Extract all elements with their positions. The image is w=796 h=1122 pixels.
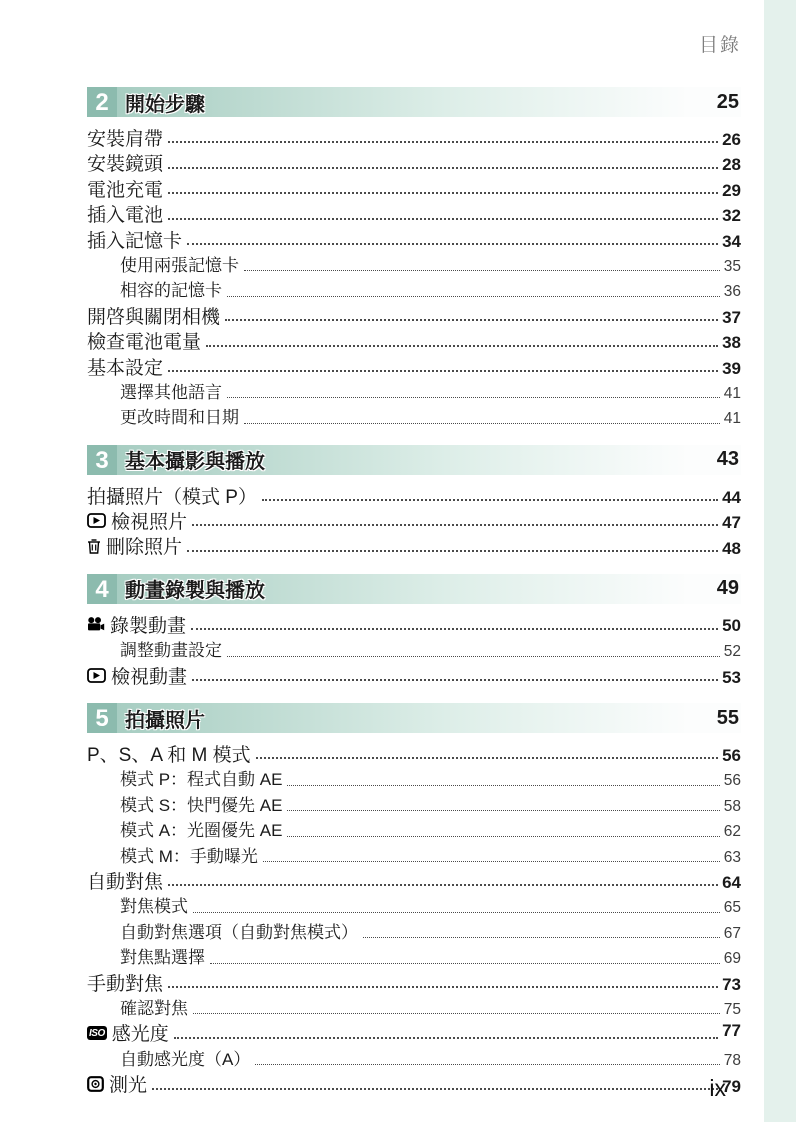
toc-entry[interactable] (87, 765, 741, 790)
chapter-header[interactable] (87, 445, 741, 475)
dotted-leader (287, 810, 719, 811)
toc-entry[interactable] (87, 327, 741, 352)
toc-entry[interactable] (87, 1070, 741, 1095)
dotted-leader (187, 243, 718, 245)
dotted-leader (168, 986, 718, 988)
dotted-leader (206, 345, 718, 347)
toc-entry-page-number: 62 (723, 823, 741, 841)
toc-entry[interactable] (87, 816, 741, 841)
movie-icon (87, 617, 105, 631)
chapter-page-number: 43 (716, 448, 739, 471)
toc-section (87, 574, 741, 687)
toc-entry[interactable] (87, 636, 741, 661)
toc-entry-label: 檢視照片 (111, 512, 188, 534)
playback-icon (87, 513, 106, 528)
toc-entry-page-number: 79 (722, 1076, 741, 1096)
toc-entry-page-number: 39 (722, 358, 741, 378)
toc-entry-label: 自動對焦 (87, 871, 164, 893)
chapter-title: 開始步驟 (125, 93, 205, 116)
toc-page-content (87, 0, 741, 1096)
dotted-leader (192, 524, 718, 526)
toc-entry-label: 對焦模式 (120, 897, 188, 917)
chapter-page-number: 25 (716, 90, 739, 113)
dotted-leader (174, 1037, 718, 1039)
toc-entry-page-number: 35 (723, 257, 741, 275)
toc-entry-label: 手動對焦 (87, 973, 164, 995)
toc-entry[interactable] (87, 1045, 741, 1070)
chapter-header[interactable] (87, 574, 741, 604)
dotted-leader (168, 884, 718, 886)
toc-entry-page-number: 52 (723, 643, 741, 661)
toc-entry-label: 檢查電池電量 (87, 332, 202, 354)
toc-entry-label: P、S、A 和 M 模式 (87, 745, 251, 767)
toc-entry-page-number: 65 (723, 899, 741, 917)
toc-entry-page-number: 37 (722, 307, 741, 327)
chapter-header[interactable] (87, 703, 741, 733)
toc-entry-label: 錄製動畫 (110, 615, 187, 637)
dotted-leader (287, 836, 719, 837)
toc-entry[interactable] (87, 251, 741, 276)
toc-entry-page-number: 73 (722, 974, 741, 994)
toc-entry[interactable] (87, 507, 741, 532)
toc-entry[interactable] (87, 611, 741, 636)
toc-entry-page-number: 26 (722, 130, 741, 149)
toc-entry[interactable] (87, 791, 741, 816)
toc-entry-page-number: 41 (723, 384, 741, 402)
toc-entry[interactable] (87, 892, 741, 917)
dotted-leader (262, 499, 718, 501)
toc-entry-page-number: 58 (723, 797, 741, 815)
toc-entry-label: 基本設定 (87, 357, 164, 379)
dotted-leader (225, 319, 718, 321)
chapter-number: 4 (87, 574, 117, 604)
dotted-leader (227, 656, 720, 657)
page-edge-tab-bar (764, 0, 796, 1122)
dotted-leader (168, 370, 718, 372)
toc-entry-page-number: 47 (722, 513, 741, 533)
dotted-leader (255, 1064, 719, 1065)
toc-entry-label: 模式 M：手動曝光 (120, 846, 258, 866)
dotted-leader (227, 296, 720, 297)
toc-entry-label: 電池充電 (87, 179, 164, 201)
dotted-leader (244, 270, 720, 271)
toc-entry[interactable] (87, 482, 741, 507)
iso-icon: ISO (89, 1027, 105, 1039)
dotted-leader (168, 167, 718, 169)
dotted-leader (227, 397, 720, 398)
toc-entry-label: 安裝肩帶 (87, 129, 164, 150)
toc-entry[interactable] (87, 943, 741, 968)
toc-entry-label: 相容的記憶卡 (120, 281, 222, 301)
playback-icon (87, 668, 106, 683)
toc-entry-label: 模式 A：光圈優先 AE (120, 821, 283, 841)
toc-entry-page-number: 63 (723, 848, 741, 866)
toc-entry-label: 選擇其他語言 (120, 382, 222, 402)
toc-entry[interactable] (87, 867, 741, 892)
dotted-leader (256, 757, 718, 759)
toc-entry-page-number: 67 (723, 924, 741, 942)
toc-entry-page-number: 48 (722, 538, 741, 558)
chapter-page-number: 49 (716, 577, 739, 600)
toc-entry[interactable] (87, 353, 741, 378)
dotted-leader (210, 963, 720, 964)
delete-icon (87, 538, 101, 554)
toc-entry-label: 模式 S：快門優先 AE (120, 795, 283, 815)
toc-entry-page-number: 53 (722, 667, 741, 687)
toc-entry-label: 插入電池 (87, 205, 164, 227)
dotted-leader (193, 1013, 720, 1014)
toc-entry-page-number: 69 (723, 950, 741, 968)
toc-entry-page-number: 78 (723, 1051, 741, 1069)
chapter-header[interactable] (87, 87, 741, 117)
toc-sections (87, 87, 741, 1096)
toc-entry-label: 拍攝照片（模式 P） (87, 486, 257, 508)
metering-icon (87, 1076, 104, 1092)
toc-entry[interactable] (87, 403, 741, 428)
toc-entry-page-number: 44 (722, 487, 741, 507)
chapter-title: 拍攝照片 (125, 709, 205, 732)
toc-entry[interactable] (87, 276, 741, 301)
toc-entry-label: 安裝鏡頭 (87, 154, 164, 176)
toc-entry[interactable] (87, 302, 741, 327)
dotted-leader (191, 628, 718, 630)
chapter-page-number: 55 (716, 706, 739, 729)
toc-entry[interactable] (87, 149, 741, 174)
toc-entry-label: 對焦點選擇 (120, 948, 205, 968)
toc-entry-page-number: 28 (722, 155, 741, 175)
toc-entry-page-number: 41 (723, 410, 741, 428)
toc-entry-page-number: 29 (722, 180, 741, 200)
dotted-leader (287, 785, 719, 786)
dotted-leader (168, 192, 718, 194)
toc-entry-label: 更改時間和日期 (120, 408, 239, 428)
toc-entry-label: 自動感光度（A） (120, 1049, 251, 1069)
toc-entry-label: 感光度 (111, 1024, 169, 1046)
dotted-leader (263, 861, 720, 862)
toc-entry-label: 開啓與關閉相機 (87, 306, 221, 328)
dotted-leader (168, 141, 718, 143)
chapter-title: 基本攝影與播放 (125, 451, 265, 474)
toc-entry-page-number: 56 (722, 746, 741, 766)
dotted-leader (168, 218, 718, 220)
chapter-number: 2 (87, 87, 117, 117)
toc-entry-page-number: 77 (722, 1020, 741, 1040)
dotted-leader (152, 1088, 718, 1090)
chapter-number: 3 (87, 445, 117, 475)
toc-section (87, 445, 741, 558)
toc-entry[interactable] (87, 175, 741, 200)
toc-entry[interactable] (87, 662, 741, 687)
toc-entry[interactable] (87, 378, 741, 403)
toc-section (87, 703, 741, 1095)
toc-entry[interactable] (87, 226, 741, 251)
toc-entry-label: 插入記憶卡 (87, 230, 183, 252)
toc-entry-page-number: 75 (723, 1000, 741, 1018)
toc-entry-page-number: 34 (722, 231, 741, 251)
toc-entry[interactable] (87, 740, 741, 765)
toc-entry-page-number: 32 (722, 206, 741, 226)
chapter-number: 5 (87, 703, 117, 733)
toc-entry-label: 測光 (109, 1075, 148, 1097)
dotted-leader (193, 912, 720, 913)
toc-entry-page-number: 38 (722, 333, 741, 353)
toc-entry[interactable] (87, 994, 741, 1019)
toc-entry-label: 模式 P：程式自動 AE (120, 770, 283, 790)
page-number-folio: ix (709, 1075, 726, 1101)
toc-entry-label: 檢視動畫 (111, 666, 188, 688)
toc-entry[interactable] (87, 969, 741, 994)
dotted-leader (187, 550, 718, 552)
chapter-title: 動畫錄製與播放 (125, 580, 265, 603)
toc-entry-label: 調整動畫設定 (120, 641, 222, 661)
dotted-leader (244, 423, 720, 424)
toc-entry[interactable] (87, 200, 741, 225)
toc-entry-label: 使用兩張記憶卡 (120, 255, 239, 275)
toc-entry[interactable] (87, 918, 741, 943)
toc-entry-label: 自動對焦選項（自動對焦模式） (120, 922, 358, 942)
dotted-leader (192, 679, 718, 681)
toc-entry[interactable] (87, 842, 741, 867)
toc-entry-label: 刪除照片 (106, 537, 183, 559)
toc-entry-page-number: 36 (723, 283, 741, 301)
toc-entry-page-number: 56 (723, 772, 741, 790)
toc-entry-label: 確認對焦 (120, 998, 188, 1018)
document-section-title: 目錄 (698, 35, 741, 56)
toc-entry-page-number: 50 (722, 616, 741, 636)
toc-entry[interactable] (87, 532, 741, 557)
toc-entry[interactable] (87, 124, 741, 149)
toc-entry[interactable] (87, 1019, 741, 1044)
dotted-leader (363, 937, 720, 938)
toc-entry-page-number: 64 (722, 872, 741, 892)
toc-section (87, 87, 741, 429)
